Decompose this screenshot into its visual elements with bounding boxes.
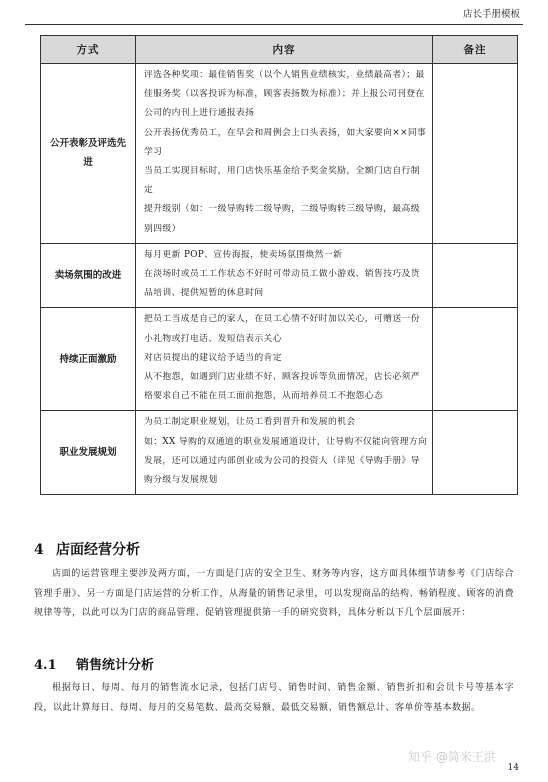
table-header-row [41, 36, 518, 64]
section-body [34, 565, 514, 624]
note-cell [433, 243, 518, 308]
method-cell: 职业发展规划 [41, 411, 136, 495]
paragraph: 根据每日、每周、每月的销售流水记录，包括门店号、销售时间、销售金额、销售折扣和会员卡号等基本字段，以此计算每日、每周、每月的交易笔数、最高交易额、最低交易额、销售额总计、客单价等基本数据。 [34, 683, 514, 713]
content-line: 对店员提出的建议给予适当的肯定 [144, 352, 282, 363]
note-cell [433, 64, 518, 244]
subsection-body [34, 679, 514, 718]
content-cell [136, 411, 433, 495]
watermark: 知乎 @简米王洪 [408, 750, 496, 764]
header-rule [25, 24, 523, 25]
content-cell [136, 64, 433, 244]
incentive-table [40, 35, 518, 495]
method-cell: 公开表彰及评选先进 [41, 64, 136, 244]
content-line: 评选各种奖项：最佳销售奖（以个人销售业绩核实，业绩最高者）；最佳服务奖（以客投诉为标准，顾客表扬数为标准）；并上报公司刊登在公司的内刊上进行通报表扬 [144, 70, 425, 119]
subsection-heading [34, 654, 154, 673]
subsection-title: 销售统计分析 [76, 658, 155, 673]
content-line: 提升级别（如：一级导购转二级导购，二级导购转三级导购，最高级别四级） [144, 204, 420, 234]
table-row [41, 411, 518, 495]
paragraph: 店面的运营管理主要涉及两方面，一方面是门店的安全卫生、财务等内容，这方面具体细节请参考《门店综合管理手册》、另一方面是门店运营的分析工作，从海量的销售记录里，可以发现商品的结构、畅销程度、顾客的消费规律等等，以此可以为门店的商品管理、促销管理提供第一手的研究资料，具体分析以下几个层面展开： [34, 569, 515, 618]
content-line: 在淡场时或员工工作状态不好时可带动员工做小游戏、销售技巧及货品培训、提供短暂的休息时间 [144, 269, 420, 299]
section-title: 店面经营分析 [56, 542, 140, 558]
page-number: 14 [507, 763, 519, 773]
note-cell [433, 308, 518, 411]
method-cell: 卖场氛围的改进 [41, 243, 136, 308]
note-cell [433, 411, 518, 495]
section-number: 4 [34, 542, 44, 558]
subsection-number: 4.1 [34, 658, 57, 673]
content-line: 从不抱怨，如遇到门店业绩不好、顾客投诉等负面情况，店长必须严格要求自己不能在员工面前抱怨，从而培养员工不抱怨心态 [144, 372, 420, 402]
table-row [41, 308, 518, 411]
table-row [41, 243, 518, 308]
content-line: 如：XX 导购的双通道的职业发展通道设计，让导购不仅能向管理方向发展，还可以通过内部创业成为公司的投资人（详见《导购手册》导购分级与发展规划 [144, 436, 428, 486]
header-title: 店长手册模板 [462, 9, 520, 20]
section-heading [34, 539, 140, 559]
content-cell [136, 243, 433, 308]
content-cell [136, 308, 433, 411]
column-header-content: 内容 [136, 36, 433, 64]
content-line: 每月更新 POP、宣传海报，使卖场氛围焕然一新 [144, 249, 343, 260]
column-header-note: 备注 [433, 36, 518, 64]
content-line: 把员工当成是自己的家人，在员工心情不好时加以关心，可赠送一份小礼物或打电话、发短信表示关心 [144, 314, 420, 344]
method-cell: 持续正面激励 [41, 308, 136, 411]
table-row [41, 64, 518, 244]
content-line: 当员工实现目标时，用门店快乐基金给予奖金奖励，全额门店自行制定 [144, 166, 420, 196]
content-line: 为员工制定职业规划，让员工看到晋升和发展的机会 [144, 417, 356, 428]
content-line: 公开表扬优秀员工，在早会和周例会上口头表扬，如大家要向××同事学习 [144, 127, 427, 157]
column-header-method: 方式 [41, 36, 136, 64]
